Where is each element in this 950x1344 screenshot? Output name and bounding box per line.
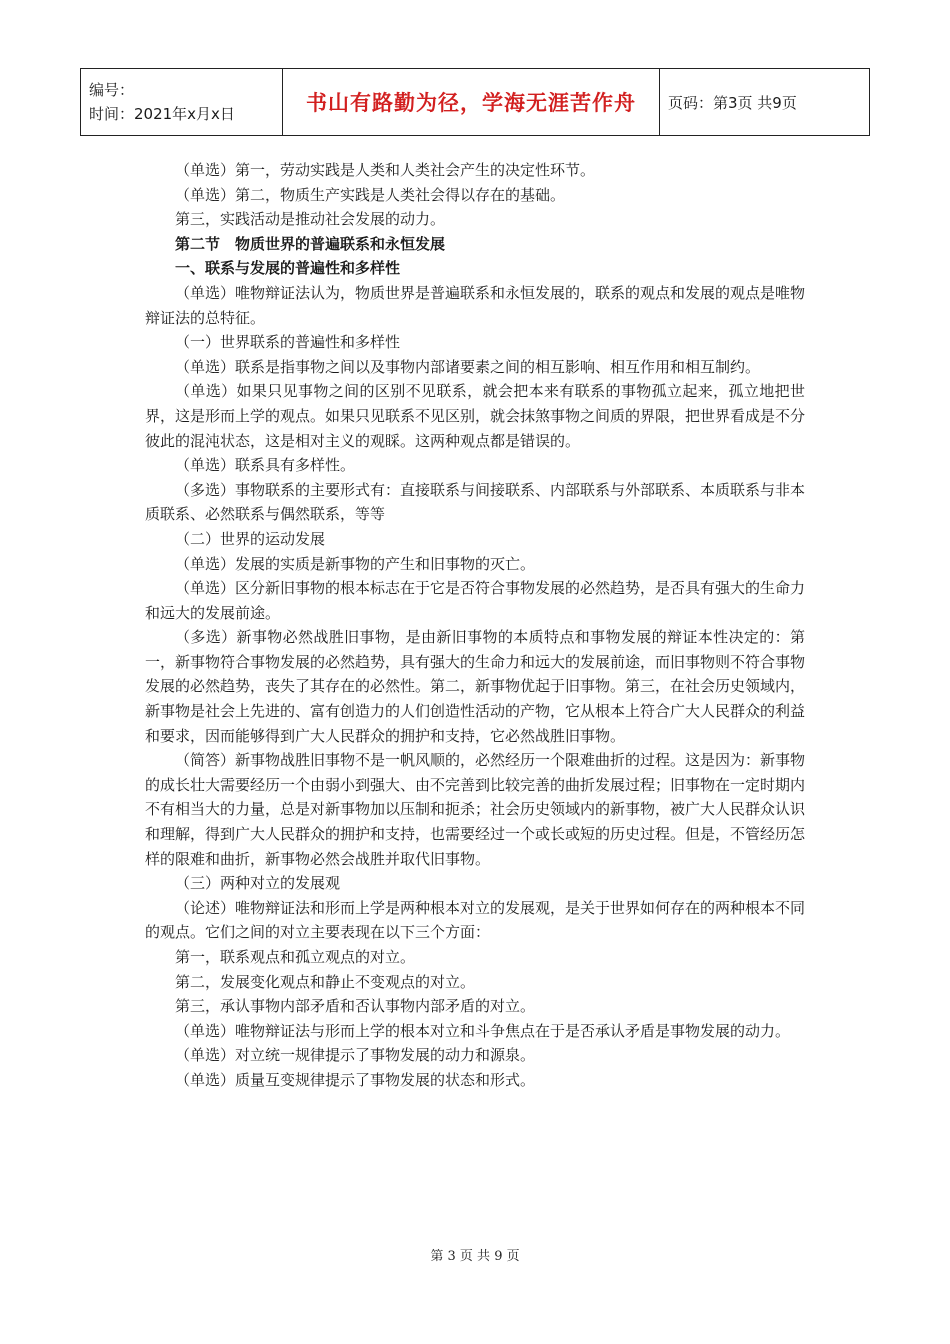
body-paragraph: 第三，实践活动是推动社会发展的动力。 <box>175 210 446 229</box>
body-paragraph: （单选）质量互变规律提示了事物发展的状态和形式。 <box>175 1070 536 1089</box>
body-paragraph: （多选）事物联系的主要形式有：直接联系与间接联系、内部联系与外部联系、本质联系与非本质联系、必然联系与偶然联系，等等 <box>145 480 806 524</box>
body-paragraph: （单选）第一，劳动实践是人类和人类社会产生的决定性环节。 <box>175 161 596 179</box>
number-label: 编号： <box>89 81 135 99</box>
body-paragraph: （三）两种对立的发展观 <box>175 874 341 893</box>
document-header <box>80 68 870 136</box>
body-paragraph: （多选）新事物必然战胜旧事物，是由新旧事物的本质特点和事物发展的辩证本性决定的：第一，新事物符合事物发展的必然趋势，具有强大的生命力和远大的发展前途，而旧事物则不符合事物发展的必然趋势，丧失了其存在的必然性。第二，新事物优起于旧事物。第三，在社会历史领域内，新事物是社会上先进的、富有创造力的人们创造性活动的产物，它从根本上符合广大人民群众的利益和要求，因而能够得到广大人民群众的拥护和支持，它必然战胜旧事物。 <box>145 628 806 745</box>
document-body <box>145 158 805 1093</box>
body-paragraph: （论述）唯物辩证法和形而上学是两种根本对立的发展观，是关于世界如何存在的两种根本不同的观点。它们之间的对立主要表现在以下三个方面： <box>145 898 806 942</box>
page-footer: 第 3 页 共 9 页 <box>430 1249 520 1264</box>
body-paragraph: （单选）区分新旧事物的根本标志在于它是否符合事物发展的必然趋势，是否具有强大的生命力和远大的发展前途。 <box>145 579 806 622</box>
body-paragraph: （单选）发展的实质是新事物的产生和旧事物的灭亡。 <box>175 554 536 573</box>
body-paragraph: （二）世界的运动发展 <box>175 529 326 548</box>
body-paragraph: 第三，承认事物内部矛盾和否认事物内部矛盾的对立。 <box>175 997 536 1016</box>
body-paragraph: （一）世界联系的普遍性和多样性 <box>175 333 401 352</box>
body-paragraph: （单选）对立统一规律提示了事物发展的动力和源泉。 <box>175 1046 536 1065</box>
body-paragraph: （单选）如果只见事物之间的区别不见联系，就会把本来有联系的事物孤立起来，孤立地把世界，这是形而上学的观点。如果只见联系不见区别，就会抹煞事物之间质的界限，把世界看成是不分彼此的混沌状态，这是相对主义的观睬。这两种观点都是错误的。 <box>145 382 806 450</box>
date-label: 时间：2021年x月x日 <box>89 105 235 123</box>
body-paragraph: （简答）新事物战胜旧事物不是一帆风顺的，必然经历一个限难曲折的过程。这是因为：新事物的成长壮大需要经历一个由弱小到强大、由不完善到比较完善的曲折发展过程；旧事物在一定时期内不有相当大的力量，总是对新事物加以压制和扼杀；社会历史领域内的新事物，被广大人民群众认识和理解，得到广大人民群众的拥护和支持，也需要经过一个或长或短的历史过程。但是，不管经历怎样的限难和曲折，新事物必然会战胜并取代旧事物。 <box>145 751 806 868</box>
body-paragraph: 第一，联系观点和孤立观点的对立。 <box>175 948 416 966</box>
body-paragraph: （单选）唯物辩证法认为，物质世界是普遍联系和永恒发展的，联系的观点和发展的观点是唯物辩证法的总特征。 <box>145 283 806 327</box>
section-heading: 一、联系与发展的普遍性和多样性 <box>175 259 401 278</box>
header-motto: 书山有路勤为径，学海无涯苦作舟 <box>283 69 660 136</box>
section-heading: 第二节 物质世界的普遍联系和永恒发展 <box>175 234 446 253</box>
header-page-info: 页码：第3页 共9页 <box>660 69 870 136</box>
body-paragraph: （单选）第二，物质生产实践是人类社会得以存在的基础。 <box>175 185 566 204</box>
body-paragraph: 第二，发展变化观点和静止不变观点的对立。 <box>175 972 476 991</box>
body-paragraph: （单选）联系具有多样性。 <box>175 456 356 475</box>
body-paragraph: （单选）联系是指事物之间以及事物内部诸要素之间的相互影响、相互作用和相互制约。 <box>175 357 761 376</box>
body-paragraph: （单选）唯物辩证法与形而上学的根本对立和斗争焦点在于是否承认矛盾是事物发展的动力。 <box>175 1021 791 1040</box>
header-meta <box>81 69 283 136</box>
